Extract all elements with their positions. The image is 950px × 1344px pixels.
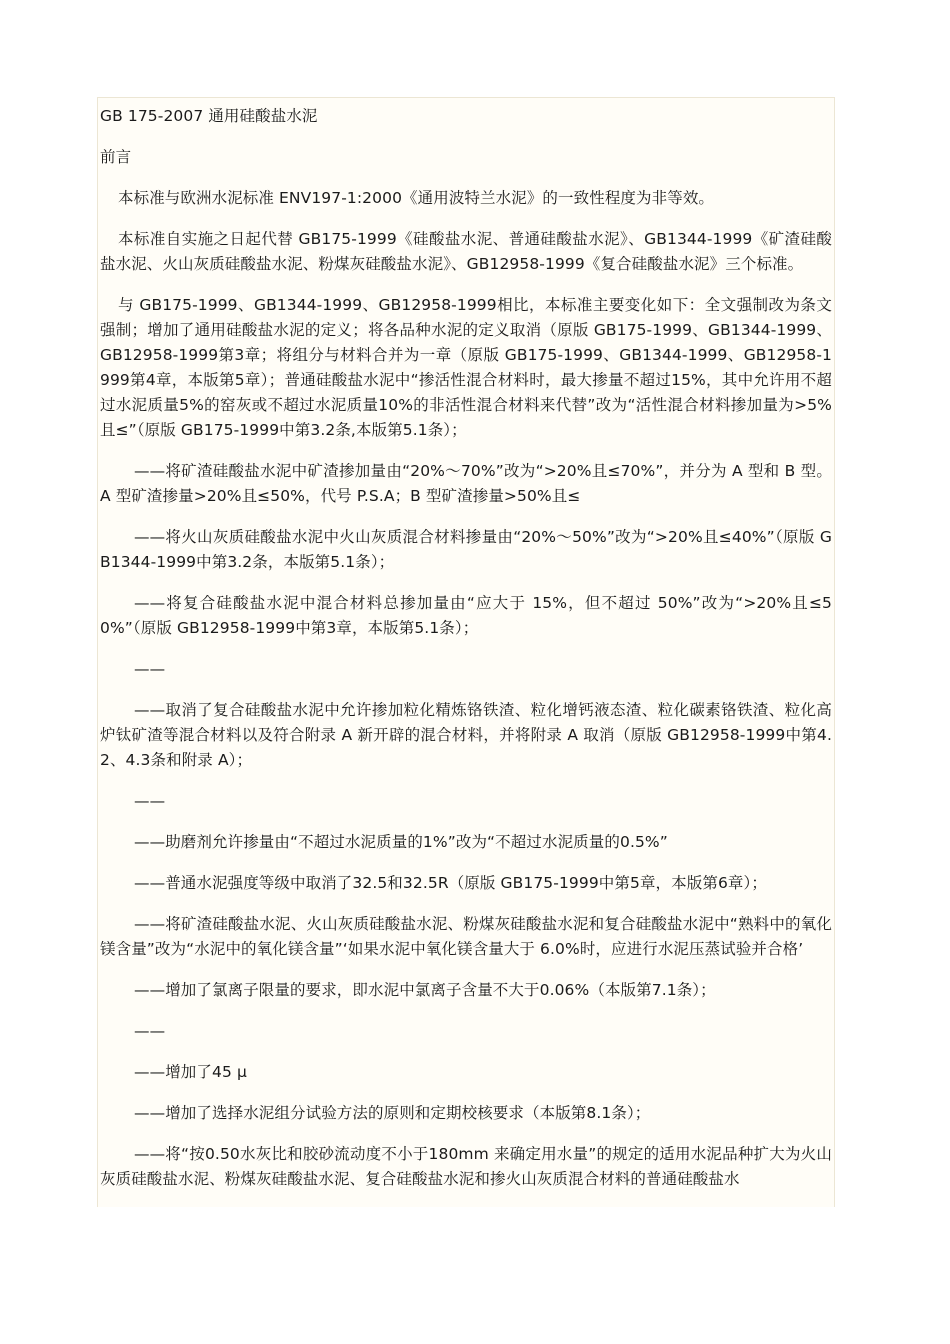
change-item: ——普通水泥强度等级中取消了32.5和32.5R（原版 GB175-1999中第5章，本版第6章）；: [134, 874, 767, 892]
paragraph: 本标准自实施之日起代替 GB175-1999《硅酸盐水泥、普通硅酸盐水泥》、GB1344-1999《矿渣硅酸盐水泥、火山灰质硅酸盐水泥、粉煤灰硅酸盐水泥》、GB12958-1999《复合硅酸盐水泥》三个标准。: [100, 230, 832, 273]
change-item: ——增加了氯离子限量的要求，即水泥中氯离子含量不大于0.06%（本版第7.1条）；: [134, 981, 716, 999]
document-page: [97, 97, 835, 1207]
paragraph: 与 GB175-1999、GB1344-1999、GB12958-1999相比，本标准主要变化如下：全文强制改为条文强制；增加了通用硅酸盐水泥的定义；将各品种水泥的定义取消（原版 GB175-1999、GB1344-1999、GB12958-1999第3章；将组分与材料合并为一章（原版 GB175-1999、GB1344-1999、GB12958-1999第4章，本版第5章）；普通硅酸盐水泥中“掺活性混合材料时，最大掺量不超过15%，其中允许用不超过水泥质量5%的窑灰或不超过水泥质量10%的非活性混合材料来代替”改为“活性混合材料掺加量为>5%且≤”（原版 GB175-1999中第3.2条,本版第5.1条）；: [100, 296, 832, 439]
change-item: ——增加了45 μ: [134, 1063, 247, 1081]
change-item: ——将火山灰质硅酸盐水泥中火山灰质混合材料掺量由“20%～50%”改为“>20%且≤40%”（原版 GB1344-1999中第3.2条，本版第5.1条）；: [100, 528, 832, 571]
document-body: [98, 98, 834, 1192]
change-item: ——: [134, 660, 166, 678]
change-item: ——将矿渣硅酸盐水泥中矿渣掺加量由“20%～70%”改为“>20%且≤70%”，并分为 A 型和 B 型。A 型矿渣掺量>20%且≤50%，代号 P.S.A；B 型矿渣掺量>50%且≤: [100, 462, 832, 505]
section-heading: 前言: [100, 148, 132, 166]
change-item: ——将矿渣硅酸盐水泥、火山灰质硅酸盐水泥、粉煤灰硅酸盐水泥和复合硅酸盐水泥中“熟料中的氧化镁含量”改为“水泥中的氧化镁含量”‘如果水泥中氧化镁含量大于 6.0%时，应进行水泥压蒸试验并合格’: [100, 915, 832, 958]
change-item: ——取消了复合硅酸盐水泥中允许掺加粒化精炼铬铁渣、粒化增钙液态渣、粒化碳素铬铁渣、粒化高炉钛矿渣等混合材料以及符合附录 A 新开辟的混合材料，并将附录 A 取消（原版 GB12958-1999中第4.2、4.3条和附录 A）；: [100, 701, 832, 769]
change-item: ——将“按0.50水灰比和胶砂流动度不小于180mm 来确定用水量”的规定的适用水泥品种扩大为火山灰质硅酸盐水泥、粉煤灰硅酸盐水泥、复合硅酸盐水泥和掺火山灰质混合材料的普通硅酸盐水: [100, 1145, 832, 1188]
paragraph: 本标准与欧洲水泥标准 ENV197-1:2000《通用波特兰水泥》的一致性程度为非等效。: [118, 189, 715, 207]
change-item: ——将复合硅酸盐水泥中混合材料总掺加量由“应大于 15%，但不超过 50%”改为“>20%且≤50%”（原版 GB12958-1999中第3章，本版第5.1条）；: [100, 594, 832, 637]
change-item: ——增加了选择水泥组分试验方法的原则和定期校核要求（本版第8.1条）；: [134, 1104, 651, 1122]
change-item: ——: [134, 792, 166, 810]
change-item: ——助磨剂允许掺量由“不超过水泥质量的1%”改为“不超过水泥质量的0.5%”: [134, 833, 668, 851]
change-item: ——: [134, 1022, 166, 1040]
document-title: GB 175-2007 通用硅酸盐水泥: [100, 107, 318, 125]
